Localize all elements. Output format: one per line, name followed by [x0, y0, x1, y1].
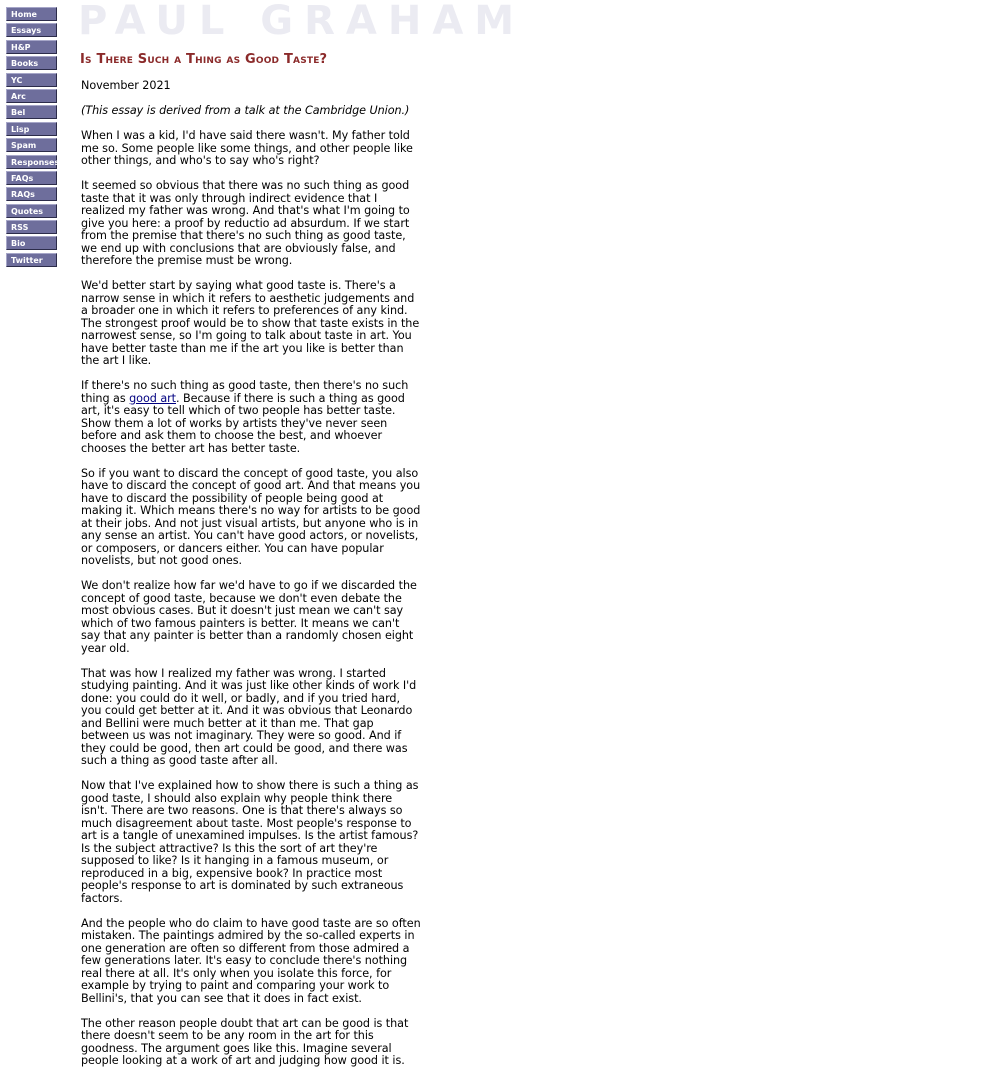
sidebar-nav	[6, 7, 59, 269]
essay-paragraph: We don't realize how far we'd have to go if we discarded the concept of good taste, because we don't even debate the most obvious cases. But it doesn't just mean we can't say which of two famous painters is better. It means we can't say that any painter is better than a randomly chosen eight year old.	[81, 579, 417, 655]
paragraph-text: . Because if there is such a thing as good art, it's easy to tell which of two people has better taste. Show them a lot of works by artists they've never seen before and ask them to choose the best, and whoever chooses the better art has better taste.	[81, 391, 405, 455]
nav-bio-button[interactable]: Bio	[6, 236, 57, 250]
essay-paragraph: So if you want to discard the concept of good taste, you also have to discard the concept of good art. And that means you have to discard the possibility of people being good at making it. Which means there's no way for artists to be good at their jobs. And not just visual artists, but anyone who is in any sense an artist. You can't have good actors, or novelists, or composers, or dancers either. You can have popular novelists, but not good ones.	[81, 466, 421, 567]
paragraph-text: If there's no such thing as good taste, then there's no such thing as	[81, 379, 409, 405]
nav-home-button[interactable]: Home	[6, 7, 57, 21]
good-art-link[interactable]: good art	[129, 391, 177, 405]
essay-paragraph: It seemed so obvious that there was no such thing as good taste that it was only through indirect evidence that I realized my father was wrong. And that's what I'm going to give you here: a proof by reductio ad absurdum. If we start from the premise that there's no such thing as good taste, we end up with conclusions that are obviously false, and therefore the premise must be wrong.	[81, 179, 410, 267]
nav-bel-button[interactable]: Bel	[6, 105, 57, 119]
site-logo[interactable]: PAUL GRAHAM	[78, 0, 526, 44]
essay-paragraph: And the people who do claim to have good taste are so often mistaken. The paintings admired by the so-called experts in one generation are often so different from those admired a few generations later. It's easy to conclude there's nothing real there at all. It's only when you isolate this force, for example by trying to paint and comparing your work to Bellini's, that you can see that it does in fact exist.	[81, 916, 421, 1005]
nav-books-button[interactable]: Books	[6, 56, 57, 70]
essay-paragraph	[81, 380, 421, 455]
nav-lisp-button[interactable]: Lisp	[6, 122, 57, 136]
nav-spam-button[interactable]: Spam	[6, 138, 57, 152]
nav-essays-button[interactable]: Essays	[6, 23, 57, 37]
essay-paragraph: The other reason people doubt that art can be good is that there doesn't seem to be any room in the art for this goodness. The argument goes like this. Imagine several people looking at a work of art and judging how good it is.	[81, 1016, 409, 1067]
essay-paragraph: We'd better start by saying what good taste is. There's a narrow sense in which it refers to aesthetic judgements and a broader one in which it refers to preferences of any kind. The strongest proof would be to show that taste exists in the narrowest sense, so I'm going to talk about taste in art. You have better taste than me if the art you like is better than the art I like.	[81, 279, 420, 367]
nav-yc-button[interactable]: YC	[6, 73, 57, 87]
essay-paragraph: That was how I realized my father was wrong. I started studying painting. And it was just like other kinds of work I'd done: you could do it well, or badly, and if you tried hard, you could get better at it. And it was obvious that Leonardo and Bellini were much better at it than me. That gap between us was not imaginary. They were so good. And if they could be good, then art could be good, and there was such a thing as good taste after all.	[81, 666, 417, 767]
nav-quotes-button[interactable]: Quotes	[6, 204, 57, 218]
essay-title: Is There Such a Thing as Good Taste?	[80, 52, 328, 67]
nav-twitter-button[interactable]: Twitter	[6, 253, 57, 267]
nav-responses-button[interactable]: Responses	[6, 155, 57, 169]
nav-rss-button[interactable]: RSS	[6, 220, 57, 234]
essay-paragraph: When I was a kid, I'd have said there wasn't. My father told me so. Some people like some things, and other people like other things, and who's to say who's right?	[81, 129, 413, 167]
essay-date: November 2021	[81, 79, 171, 92]
nav-raqs-button[interactable]: RAQs	[6, 187, 57, 201]
nav-arc-button[interactable]: Arc	[6, 89, 57, 103]
essay-paragraph: Now that I've explained how to show there is such a thing as good taste, I should also explain why people think there isn't. There are two reasons. One is that there's always so much disagreement about taste. Most people's response to art is a tangle of unexamined impulses. Is the artist famous? Is the subject attractive? Is this the sort of art they're supposed to like? Is it hanging in a famous museum, or reproduced in a big, expensive book? In practice most people's response to art is dominated by such extraneous factors.	[81, 779, 419, 905]
essay-note: (This essay is derived from a talk at the Cambridge Union.)	[81, 104, 410, 117]
essay-content	[81, 52, 421, 1080]
nav-faqs-button[interactable]: FAQs	[6, 171, 57, 185]
nav-hp-button[interactable]: H&P	[6, 40, 57, 54]
